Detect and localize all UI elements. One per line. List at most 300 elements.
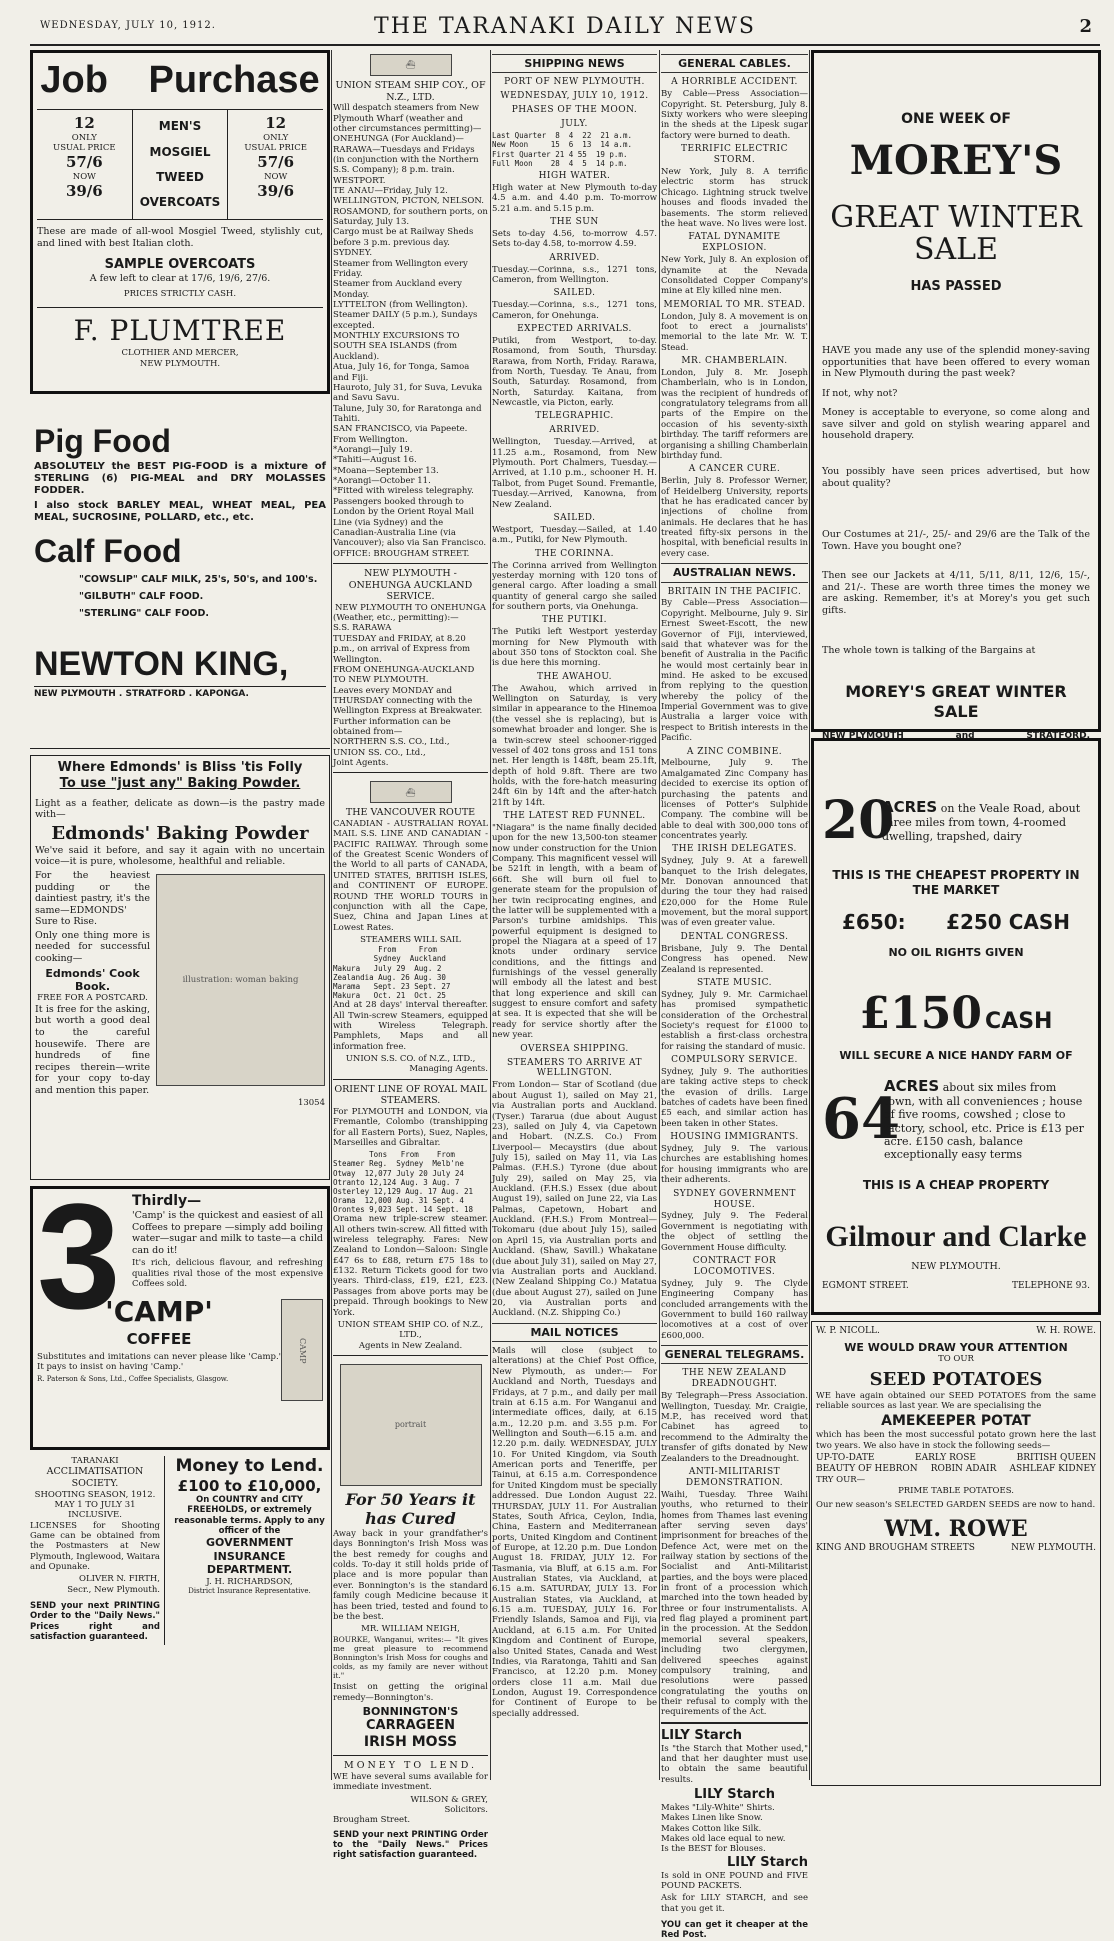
ad-text: Our new season's SELECTED GARDEN SEEDS are now to hand. (816, 1499, 1096, 1510)
ad-text: Our Costumes at 21/-, 25/- and 29/6 are the Talk of the Town. Have you bought one? (822, 529, 1090, 552)
ad-line: *Aorangi—October 11. (333, 476, 431, 487)
portrait-illustration (340, 1364, 482, 1486)
union-steam-ad (333, 54, 488, 559)
section-title: GENERAL CABLES. (661, 54, 808, 73)
subhead: HIGH WATER. (538, 170, 611, 181)
money2-ad (333, 1755, 488, 1860)
numeral: 3 (37, 1172, 121, 1340)
general-telegrams-list (661, 1368, 808, 1717)
one-week: ONE WEEK OF (901, 111, 1011, 127)
usual-price-label: USUAL PRICE (244, 143, 307, 154)
only-label: ONLY (263, 132, 289, 143)
ad-text: HAVE you made any use of the splendid money-saving opportunities that have been offered to every woman in New Plymouth during the past week? (822, 344, 1090, 380)
firm-contact (822, 1281, 1090, 1292)
quantity: 12 (73, 114, 95, 133)
testimonial-name: MR. WILLIAM NEIGH, (361, 1624, 460, 1635)
season: SHOOTING SEASON, 1912. (34, 1489, 156, 1500)
ad-title: UNION STEAM SHIP COY., OF N.Z., LTD. (335, 80, 486, 103)
ad-text: We've said it before, and say it again with no uncertain voice—it is pure, wholesome, healthful and reliable. (35, 844, 325, 868)
article-text: Tuesday.—Corinna, s.s., 1271 tons, Cameron, from Wellington. (492, 264, 657, 285)
agent-title: Managing Agents. (409, 1064, 488, 1075)
ad-line: Talune, July 30, for Raratonga and Tahiti. (333, 403, 482, 424)
and: and (955, 731, 975, 742)
subhead: ARRIVED. (549, 252, 600, 263)
ad-sub: NEW PLYMOUTH TO ONEHUNGA (334, 602, 487, 613)
product-line: MEN'S (158, 119, 202, 134)
sailings-table: From From Sydney Auckland Makura July 29 Aug. 2 Zealandia Aug. 26 Aug. 30 Marama Sept. 23 Sept. 27 Makura Oct. 21 Oct. 25 (333, 945, 451, 1001)
ad-line: Atua, July 16, for Tonga, Samoa and Fiji. (333, 362, 470, 383)
subhead: THE CORINNA. (535, 548, 614, 559)
town: NEW PLYMOUTH (822, 731, 904, 742)
news-headline: STATE MUSIC. (696, 977, 773, 988)
phone: TELEPHONE 93. (1011, 1280, 1090, 1291)
ad-line: Steamer from Auckland every Monday. (333, 279, 462, 300)
ad-text: Only one thing more is needed for successful cooking— (35, 929, 150, 965)
ad-footer: YOU can get it cheaper at the Red Post. (661, 1919, 808, 1941)
society-title: ACCLIMATISATION SOCIETY. (46, 1466, 144, 1489)
ad-line: Passengers booked through to London by the Orient Royal Mail Line (via Sydney) and the Canadian-Australia Line (via Vancouver); also via San Francisco. (333, 496, 487, 549)
acre-count: 20 (822, 790, 895, 851)
article-text: The Putiki left Westport yesterday morning for New Plymouth with about 350 tons of Stockton coal. She is due here this morning. (492, 627, 657, 669)
brand-name: 'CAMP' (105, 1295, 213, 1329)
seed: BRITISH QUEEN (1016, 1453, 1096, 1464)
morey-ad (811, 50, 1101, 742)
subhead: THE AWAHOU. (536, 671, 613, 682)
sample-text: A few left to clear at 17/6, 19/6, 27/6. (89, 273, 271, 285)
edmonds-ad (30, 755, 330, 1180)
product-line: OVERCOATS (139, 194, 221, 209)
partner: W. H. ROWE. (1036, 1326, 1096, 1336)
secretary-title: Secr., New Plymouth. (67, 1584, 160, 1595)
acres-label: ACRES (884, 1076, 940, 1095)
column-rule (659, 50, 660, 1780)
seed: UP-TO-DATE (816, 1453, 875, 1464)
news-headline: TERRIFIC ELECTRIC STORM. (681, 144, 788, 166)
ad-sub: STEAMERS WILL SAIL (360, 934, 461, 945)
ship-icon: ⛴ (370, 54, 452, 76)
calf-title: Calf Food (34, 532, 182, 569)
ad-title: Money to Lend. (175, 1456, 324, 1476)
ad-title: LILY Starch (661, 1727, 743, 1743)
ad-title: Thirdly— (132, 1193, 202, 1209)
ad-line: UNION SS. CO., Ltd., (333, 747, 426, 758)
firm-subtitle: CLOTHIER AND MERCER, (121, 348, 239, 359)
dept: GOVERNMENT INSURANCE DEPARTMENT. (206, 1536, 293, 1577)
product-block (133, 110, 229, 219)
column-rule (809, 50, 810, 1780)
ad-text: Is sold in ONE POUND and FIVE POUND PACKETS. (661, 1870, 808, 1891)
column-rule (331, 50, 332, 1780)
headline: Where Edmonds' is Bliss 'tis Folly (57, 760, 303, 775)
ad-description: These are made of all-wool Mosgiel Tweed, stylishly cut, and lined with best Italian cloth. (37, 226, 323, 249)
firm-town: NEW PLYMOUTH. (911, 1261, 1001, 1273)
section-title: SHIPPING NEWS (492, 54, 657, 73)
subhead: PORT OF NEW PLYMOUTH. (504, 77, 645, 88)
town: STRATFORD. (1026, 731, 1090, 742)
bottle-illustration (281, 1299, 323, 1401)
news-text: Sydney, July 9. The various churches are establishing homes for housing immigrants who are their adherents. (661, 1144, 808, 1186)
baking-woman-illustration (156, 874, 325, 1086)
pig-food-ad (30, 400, 330, 749)
right-price-block (228, 110, 323, 219)
starch-use: Makes Cotton like Silk. (661, 1823, 762, 1834)
ad-title: MONEY TO LEND. (343, 1760, 478, 1772)
section-title: MAIL NOTICES (492, 1323, 657, 1342)
news-headline: SYDNEY GOVERNMENT HOUSE. (673, 1188, 796, 1210)
news-headline: A ZINC COMBINE. (686, 746, 783, 757)
now-price: 39/6 (257, 182, 295, 201)
seed: ASHLEAF KIDNEY (1009, 1464, 1096, 1475)
starch-uses (661, 1803, 808, 1855)
region: TARANAKI (71, 1456, 119, 1466)
article-text: "Niagara" is the name finally decided upon for the new 13,500-ton steamer now under construction for the Union Company. This magnificent vessel will be 521ft in length, with a beam of 66ft. She will burn oil fuel to generate steam for the propulsion of her twin reciprocating engines, and the latter will be supplemented with a Parson's turbine amidships. This powerful equipment is designed to propel the Niagara at a speed of 17 knots under ordinary service conditions, and the fittings and furnishings of the vessel generally will embody all the latest and best that long experience and skill can suggest to ensure comfort and safety at sea. It is expected that she will be ready for service shortly after the new year. (492, 823, 657, 1041)
ad-line: LYTTELTON (from Wellington). (333, 299, 468, 310)
ad-text: Away back in your grandfather's days Bonnington's Irish Moss was the best remedy for coughs and colds. To-day it still holds pride of place and is more popular than ever. Bonnington's is the standard family cough Medicine because it has been tried, tested and found to be the best. (333, 1528, 488, 1622)
price-2 (822, 987, 1090, 1041)
news-text: Sydney, July 9. The authorities are taking active steps to check the evasion of drills. Large batches of cadets have been fined £5 each, and similar action has been taken in other States. (661, 1066, 808, 1129)
price-grid (37, 109, 323, 220)
firm-address (816, 1543, 1096, 1554)
ad-text: 'Camp' is the quickest and easiest of all Coffees to prepare —simply add boiling water—sugar and milk to taste—a child can do it! (132, 1210, 323, 1256)
masthead-title: THE TARANAKI DAILY NEWS (374, 14, 756, 39)
job-purchase-ad (30, 50, 330, 394)
ad-text: And at 28 days' interval thereafter. All Twin-screw Steamers, equipped with Wireless Telegraph. Pamphlets, Maps and all information free. (333, 1000, 488, 1052)
ad-line: Leaves every MONDAY and THURSDAY connecting with the Wellington Express at Breakwater. (333, 685, 483, 717)
seed: EARLY ROSE (915, 1453, 976, 1464)
ad-line: OFFICE: BROUGHAM STREET. (333, 548, 470, 559)
ad-text: You possibly have seen prices advertised, but how about quality? (822, 465, 1090, 489)
news-text: Sydney, July 9. The Federal Government is negotiating with the object of settling the Government House difficulty. (661, 1211, 808, 1253)
column-2 (333, 50, 488, 1861)
seeds-table (816, 1453, 1096, 1475)
agent: UNION S.S. CO. of N.Z., LTD., (345, 1053, 476, 1064)
section-title: GENERAL TELEGRAMS. (661, 1345, 808, 1364)
ad-line: SAN FRANCISCO, via Papeete. (333, 424, 468, 435)
secure: WILL SECURE A NICE HANDY FARM OF (839, 1049, 1073, 1063)
ad-title: NEW PLYMOUTH - ONEHUNGA AUCKLAND SERVICE. (348, 567, 473, 603)
ad-text: It is free for the asking, but worth a good deal to the careful housewife. There are hundreds of fine recipes therein—write for your copy to-day and mention this paper. (35, 1003, 150, 1096)
firm: WILSON & GREY, (410, 1794, 488, 1805)
masthead-date: WEDNESDAY, JULY 10, 1912. (40, 20, 216, 31)
money-lend-ad (164, 1456, 330, 1645)
ad-title: LILY Starch (693, 1787, 776, 1802)
property-desc (882, 798, 1090, 843)
headline: For 50 Years it has Cured (345, 1489, 476, 1529)
cables-list (661, 77, 808, 559)
news-headline: A CANCER CURE. (688, 464, 781, 475)
firm-name: Gilmour and Clarke (825, 1219, 1087, 1253)
ad-line: TUESDAY and FRIDAY, at 8.20 p.m., on arrival of Express from Wellington. (333, 633, 471, 665)
property-text: about six miles from town, with all conveniences ; house of five rooms, cowshed ; close to factory, school, etc. Price is £13 per acre. £150 cash, balance exceptionally easy terms (884, 1080, 1084, 1162)
ad-code: 13054 (297, 1098, 325, 1109)
ad-title: Pig Food (34, 423, 171, 459)
usual-price: 57/6 (257, 153, 295, 172)
starch-use: Is the BEST for Blouses. (661, 1844, 766, 1855)
brand-name: BONNINGTON'S (362, 1705, 459, 1718)
article-text: The Awahou, which arrived in Wellington on Saturday, is very similar in appearance to the Hinemoa (the vessel she is replacing), but is somewhat broader and longer. She is a twin-screw steel schooner-rigged vessel of 402 tons gross and 151 tons net. Her length is 148ft, beam 25.1ft, depth of hold 9.8ft. There are two holds, with the fore-hatch measuring 24ft 6in by 14ft and the after-hatch 21ft by 14ft. (492, 683, 657, 808)
article-text: Westport, Tuesday.—Sailed, at 1.40 a.m., Putiki, for New Plymouth. (492, 524, 657, 546)
ad-title: ORIENT LINE OF ROYAL MAIL STEAMERS. (334, 1083, 487, 1107)
printing-notice: SEND your next PRINTING Order to the "Daily News." Prices right satisfaction guaranteed. (333, 1829, 488, 1861)
news-headline: THE IRISH DELEGATES. (672, 844, 797, 855)
lily-starch-ad (661, 1722, 808, 1941)
property-2 (822, 1077, 1090, 1162)
headline: To use "just any" Baking Powder. (59, 775, 301, 791)
firm-name: NEWTON KING, (34, 645, 289, 684)
agent-title: District Insurance Representative. (188, 1587, 311, 1596)
firm-block (37, 307, 323, 369)
news-text: New York, July 8. A terrific electric storm has struck Chicago. Lightning struck twelve houses and floods invaded the basements. The storm relieved the heat wave. No lives were lost. (661, 167, 808, 229)
brand-name: CARRAGEEN (366, 1718, 455, 1734)
subhead: THE SUN (550, 216, 599, 227)
ad-text: Money is acceptable to everyone, so come along and save silver and gold on stylish wearing apparel and household drapery. (822, 407, 1090, 442)
starch-use: Makes Linen like Snow. (661, 1813, 763, 1824)
acre-count: 64 (822, 1086, 900, 1153)
printing-notice: SEND your next PRINTING Order to the "Daily News." Prices right and satisfaction guaranteed. (30, 1601, 160, 1643)
starch-use: Makes old lace equal to new. (661, 1833, 786, 1844)
quantity: 12 (265, 114, 287, 133)
bonnington-ad (333, 1355, 488, 1751)
amount: £100 to £10,000, (177, 1476, 322, 1495)
testimonial: BOURKE, Wanganui, writes:— "It gives me great pleasure to recommend Bonnington's Irish Moss for coughs and colds, as my family are never without it." (333, 1634, 488, 1681)
gilmour-clarke-ad (811, 738, 1101, 1315)
ad-title: Job Purchase (40, 59, 320, 101)
column-rule (490, 50, 491, 1780)
seed: BEAUTY OF HEBRON (816, 1464, 918, 1475)
news-text: London, July 8. A movement is on foot to erect a journalists' memorial to the late Mr. W. T. Stead. (661, 311, 808, 353)
ad-title: LILY Starch (726, 1854, 808, 1870)
calf-item: "STERLING" CALF FOOD. (79, 608, 209, 620)
ad-title: THE VANCOUVER ROUTE (345, 807, 476, 819)
ad-title: SEED POTATOES (869, 1368, 1043, 1390)
ad-text: which has been the most successful potato grown here the last two years. We also have in stock the following seeds— (816, 1430, 1096, 1451)
news-headline: A HORRIBLE ACCIDENT. (671, 77, 798, 88)
insist: Insist on getting the original remedy—Bonnington's. (333, 1682, 488, 1703)
firm-name: F. PLUMTREE (73, 314, 287, 348)
town: NEW PLYMOUTH. (1011, 1543, 1096, 1554)
subhead: ARRIVED. (549, 425, 600, 436)
now-label: NOW (264, 171, 288, 182)
section-title: AUSTRALIAN NEWS. (661, 563, 808, 582)
news-headline: DENTAL CONGRESS. (680, 931, 789, 942)
ad-body (333, 103, 488, 559)
subhead: SAILED. (553, 512, 596, 523)
cheapest: THIS IS THE CHEAPEST PROPERTY IN THE MARKET (832, 868, 1080, 898)
camp-coffee-ad (30, 1172, 330, 1450)
towns (822, 731, 1090, 742)
firm-name: WM. ROWE (884, 1516, 1028, 1543)
calf-item: "GILBUTH" CALF FOOD. (79, 591, 204, 603)
calf-list (34, 571, 326, 622)
to-our: TO OUR (938, 1354, 974, 1365)
firm-title: Solicitors. (444, 1805, 488, 1815)
ad-line: WESTPORT. (333, 175, 386, 186)
ad-line: MONTHLY EXCURSIONS TO SOUTH SEA ISLANDS (from Auckland). (333, 331, 460, 362)
cash: £250 CASH (946, 909, 1070, 934)
ad-intro: ABSOLUTELY the BEST PIG-FOOD is a mixture of STERLING (6) PIG-MEAL and DRY MOLASSES FODDER. (34, 461, 326, 497)
acres-label: ACRES (882, 798, 938, 817)
property-text: on the Veale Road, about three miles from town, 4-roomed dwelling, trapshed, dairy (882, 802, 1081, 843)
masthead (30, 8, 1100, 46)
agent: J. H. RICHARDSON, (206, 1576, 293, 1587)
ad-line: Further information can be obtained from— (333, 716, 451, 738)
partner: W. P. NICOLL. (816, 1326, 880, 1336)
brand-name: Edmonds' Baking Powder (51, 822, 309, 844)
australian-news-list (661, 587, 808, 1342)
sale-footer: MOREY'S GREAT WINTER SALE (845, 682, 1067, 721)
ad-text: Ask for LILY STARCH, and see that you get it. (661, 1893, 808, 1914)
ad-text: On COUNTRY and CITY FREEHOLDS, or extremely reasonable terms. Apply to any officer of the (174, 1495, 325, 1537)
seed: ROBIN ADAIR (930, 1464, 997, 1475)
ad-text: Orama new triple-screw steamer. All others twin-screw. All fitted with wireless telegraphy. Fares: New Zealand to London—Saloon: Single £47 6s to £88, return £75 18s to £132. Return Tickets good for two years. Third-class, £19, £21, £23. Passages from above ports may be prepaid. Through bookings to New York. (333, 1214, 488, 1318)
news-text: London, July 8. Mr. Joseph Chamberlain, who is in London, was the recipient of hundreds of congratulatory telegrams from all parts of the Empire on the occasion of his seventy-sixth birthday. The tariff reformers are organising a shilling Chamberlain birthday fund. (661, 368, 808, 461)
brand-name: IRISH MOSS (363, 1734, 458, 1751)
news-text: Waihi, Tuesday. Three Waihi youths, who returned to their homes from Thames last evening after serving seven days' imprisonment for breaches of the Defence Act, were met on the railway station by sections of the Socialist and Anti-Militarist parties, and the boys were placed in front of a procession which marched into the town headed by three or four instrumentalists. A red flag played a prominent part in the procession. At the Seddon memorial several speakers, including two clergymen, delivered speeches against compulsory training, and resolutions were passed congratulating the youths on their refusal to comply with the requirements of the Act. (661, 1489, 808, 1718)
ad-text: WE have several sums available for immediate investment. (333, 1771, 488, 1793)
now-label: NOW (72, 171, 96, 182)
illustration-caption: illustration: woman baking (182, 974, 299, 985)
news-headline: COMPULSORY SERVICE. (671, 1055, 798, 1065)
ad-text: Then see our Jackets at 4/11, 5/11, 8/11, 12/6, 15/-, and 21/-. These are worth three times the money we are asking. Remember, it's at Morey's you get such gifts. (822, 570, 1090, 617)
ad-text: Is "the Starch that Mother used," and that her daughter must use to obtain the same beautiful results. (661, 1743, 808, 1785)
news-text: Melbourne, July 9. The Amalgamated Zinc Company has decided to exercise its option of purchasing the patents and licenses of Potter's Sulphide Company. The combine will be able to deal with 300,000 tons of concentrates yearly. (661, 758, 808, 841)
column-3 (492, 50, 657, 1780)
ad-line: Cargo must be at Railway Sheds before 3 p.m. previous day. (333, 227, 474, 248)
news-headline: HOUSING IMMIGRANTS. (670, 1132, 799, 1143)
ad-line: NORTHERN S.S. CO., Ltd., (333, 737, 450, 748)
news-headline: BRITAIN IN THE PACIFIC. (667, 586, 802, 597)
orient-ad (333, 1079, 488, 1351)
ad-text: The whole town is talking of the Bargains at (822, 644, 1036, 656)
dates: MAY 1 TO JULY 31 INCLUSIVE. (54, 1499, 136, 1521)
secretary: OLIVER N. FIRTH, (78, 1574, 160, 1585)
article-text: From London— Star of Scotland (due about August 1), sailed on May 21, via Australian ports and Auckland. (Tyser.) Tararua (due about August 23), sailed on July 4, via Capetown and Hobart. (N.Z.S. Co.) From Liverpool— Mecaystirs (due about July 15), sailed on May 11, via Las Palmas. (F.H.S.) Tyrone (due about July 29), sailed on May 25, via Auckland. (F.H.S.) Essex (due about August 19), sailed on June 22, via Las Palmas, Capetown, Hobart and Auckland. (F.H.S.) From Montreal— Tokomaru (due about July 15), sailed on April 15, via Australian ports and Auckland. (Shaw, Savill.) Whakatane (due about July 31), sailed on May 27, via Australian ports and Auckland. (New Zealand Shipping Co.) Matatua (due about August 27), sailed on June 20, via Australian ports and Auckland. (N.Z. Shipping Co.) (492, 1080, 657, 1319)
usual-price-label: USUAL PRICE (53, 143, 116, 154)
has-passed: HAS PASSED (910, 279, 1002, 295)
sample-heading: SAMPLE OVERCOATS (104, 257, 256, 273)
acclimatisation-ad (30, 1456, 160, 1645)
bottom-row (30, 1456, 330, 1645)
draw: WE WOULD DRAW YOUR ATTENTION (844, 1340, 1068, 1354)
starch-use: Makes "Lily-White" Shirts. (661, 1802, 775, 1813)
street: EGMONT STREET. (822, 1280, 909, 1291)
ad-line: RARAWA—Tuesdays and Fridays (in conjunction with the Northern S.S. Company); 8 p.m. train. (333, 144, 479, 176)
property-1 (822, 789, 1090, 852)
ad-line: TE ANAU—Friday, July 12. (333, 186, 448, 197)
ad-line: *Tahiti—August 16. (333, 455, 417, 466)
sale-title: GREAT WINTER SALE (830, 200, 1082, 267)
onehunga-ad (333, 563, 488, 768)
ad-line: WELLINGTON, PICTON, NELSON. (333, 196, 484, 207)
store-name: MOREY'S (849, 137, 1063, 185)
try-our: TRY OUR— (816, 1475, 866, 1486)
ad-text: For the heaviest pudding or the daintiest pastry, it's the same—EDMONDS' Sure to Rise. (35, 869, 150, 928)
firm-towns: NEW PLYMOUTH . STRATFORD . KAPONGA. (34, 686, 326, 700)
vancouver-ad (333, 772, 488, 1074)
moon-table: Last Quarter 8 4 22 21 a.m. New Moon 15 6 13 14 a.m. First Quarter 21 4 55 19 p.m. Full Moon 28 4 5 14 p.m. (492, 131, 632, 168)
ad-text: Substitutes and imitations can never please like 'Camp.' It pays to insist on having 'Camp.' (37, 1351, 281, 1373)
ad-line: Joint Agents. (333, 758, 389, 769)
news-text: Berlin, July 8. Professor Werner, of Heidelberg University, reports that he has eradicated cancer by injections of choline from animals. He declares that he has treated fifty-six persons in the hospital, with beneficial results in every case. (661, 476, 808, 559)
bottle-label: CAMP (297, 1337, 307, 1364)
price: £650: (842, 909, 906, 934)
camp-text (132, 1193, 323, 1289)
ad-line: Hauroto, July 31, for Suva, Levuka and Savu Savu. (333, 382, 483, 404)
column-5 (811, 50, 1101, 1780)
ad-text: For PLYMOUTH and LONDON, via Fremantle, Colombo (transhipping for all Eastern Ports), Suez, Naples, Marseilles and Gibraltar. (333, 1106, 488, 1148)
subhead: JULY. (561, 119, 588, 130)
agent: UNION STEAM SHIP CO. of N.Z., LTD., (337, 1319, 484, 1341)
maker: R. Paterson & Sons, Ltd., Coffee Specialists, Glasgow. (37, 1374, 229, 1383)
left-price-block (37, 110, 133, 219)
ad-line: ROSAMOND, for southern ports, on Saturday, July 13. (333, 206, 488, 228)
firm-town: NEW PLYMOUTH. (139, 358, 221, 369)
news-text: By Cable—Press Association—Copyright. Melbourne, July 9. Sir Ernest Sweet-Escott, the new Governor of Fiji, interviewed, said that whatever was for the benefit of Australia in the Pacific he would most certainly bear in mind. He asked to be excused from replying to the question whereby the policy of the Imperial Government was to give Australia a larger voice with respect to British interests in the Pacific. (661, 598, 808, 744)
ad-line: Steamer from Wellington every Friday. (333, 258, 468, 279)
news-headline: CONTRACT FOR LOCOMOTIVES. (692, 1255, 777, 1277)
ad-line: *Fitted with wireless telegraphy. (333, 486, 474, 497)
ad-text: If not, why not? (822, 387, 898, 399)
ad-line: *Moana—September 13. (333, 465, 439, 476)
partners (816, 1326, 1096, 1337)
usual-price: 57/6 (65, 153, 103, 172)
ad-line: FROM ONEHUNGA-AUCKLAND TO NEW PLYMOUTH. (333, 664, 475, 686)
news-text: Sydney, July 9. Mr. Carmichael has promised sympathetic consideration of the Orchestral Society's request for £1000 to establish a first-class orchestra for raising the standard of music. (661, 989, 808, 1052)
product-name: COFFEE (126, 1329, 192, 1348)
ad-line: S.S. RARAWA (333, 623, 392, 634)
news-text: By Telegraph—Press Association. Wellington, Tuesday. Mr. Craigie, M.P., has received word that Cabinet has agreed to recommend to the Admiralty the transfer of gifts donated by New Zealanders to the Dreadnought. (661, 1391, 808, 1464)
sailings-table: Tons From From Steamer Reg. Sydney Melb'ne Otway 12,077 July 20 July 24 Otranto 12,124 Aug. 3 Aug. 7 Osterley 12,129 Aug. 17 Aug. 21 Orama 12,000 Aug. 31 Sept. 4 Orontes 9,023 Sept. 14 Sept. 18 (333, 1150, 473, 1215)
column-1 (30, 50, 330, 1780)
price: £150 (859, 988, 982, 1040)
only-label: ONLY (71, 132, 97, 143)
variety: AMEKEEPER POTAT (881, 1413, 1031, 1430)
article-text: The Corinna arrived from Wellington yesterday morning with 120 tons of general cargo. After loading a small quantity of general cargo she sailed for southern ports, via Onehunga. (492, 560, 657, 612)
cheap: THIS IS A CHEAP PROPERTY (862, 1177, 1050, 1192)
subhead: WEDNESDAY, JULY 10, 1912. (500, 91, 649, 102)
edmonds-text-col (35, 870, 150, 1098)
ad-text: It's rich, delicious flavour, and refreshing qualities rival those of the most expensive Coffees sold. (132, 1258, 323, 1290)
ad-text: LICENSES for Shooting Game can be obtained from the Postmasters at New Plymouth, Inglewood, Waitara and Opunake. (30, 1520, 160, 1573)
news-headline: ANTI-MILITARIST DEMONSTRATION. (685, 1466, 784, 1488)
seeds-row (816, 1453, 1096, 1464)
ad-text: CANADIAN - AUSTRALIAN ROYAL MAIL S.S. LINE AND CANADIAN - PACIFIC RAILWAY. Through some of the Greatest Scenic Wonders of the World to all parts of CANADA, UNITED STATES, BRITISH ISLES, and CONTINENT OF EUROPE. ROUND THE WORLD TOURS in conjunction with all the Cape, Suez, China and Japan Lines at Lowest Rates. (333, 819, 488, 933)
article-text: High water at New Plymouth to-day 4.5 a.m. and 4.40 p.m. To-morrow 5.21 a.m. and 5.15 p.m. (492, 182, 657, 214)
now-price: 39/6 (65, 182, 103, 201)
ad-text: WE have again obtained our SEED POTATOES from the same reliable sources as last year. We are specialising the (816, 1390, 1096, 1412)
no-oil: NO OIL RIGHTS GIVEN (888, 946, 1024, 960)
news-headline: MR. CHAMBERLAIN. (681, 356, 788, 367)
free-offer: FREE FOR A POSTCARD. (37, 993, 148, 1004)
product-line: MOSGIEL (149, 144, 211, 159)
price-row (842, 910, 1070, 934)
page-number: 2 (1079, 16, 1092, 37)
article-text: Sets to-day 4.56, to-morrow 4.57. Sets to-day 4.58, to-morrow 4.59. (492, 228, 657, 250)
cook-book-title: Edmonds' Cook Book. (45, 966, 140, 994)
news-headline: THE NEW ZEALAND DREADNOUGHT. (682, 1368, 787, 1390)
subhead: EXPECTED ARRIVALS. (517, 323, 632, 334)
article-text: Mails will close (subject to alterations) at the Chief Post Office, New Plymouth, as under:— For Auckland and North, Tuesdays and Fridays, at 7 p.m., and daily per mail train at 6.15 a.m. For Wanganui and intermediate offices, daily, at 6.15 a.m., 12.20 p.m. and 3.55 p.m. For Wellington and South—6.15 a.m. and 12.20 p.m. daily. WEDNESDAY, JULY 10. For United Kingdom, via South American ports and Teneriffe, per Tainui, at 6.15 a.m. Correspondence for United Kingdom must be specially addressed. Due London August 22. THURSDAY, JULY 11. For Australian States, South Africa, Ceylon, India, China, Eastern and Mediterranean ports, United Kingdom and Continent of Europe, at 12.20 p.m. Due London August 18. FRIDAY, JULY 12. For Tasmania, via Bluff, at 6.15 a.m. For Australian States, via Auckland, at 6.15 a.m. SATURDAY, JULY 13. For Australian States, via Auckland, at 6.15 a.m. TUESDAY, JULY 16. For Friendly Islands, Samoa and Fiji, via Auckland, at 6.15 a.m. For United Kingdom and Continent of Europe, also United States, Canada and West Indies, via Raratonga, Tahiti and San Francisco, at 12.20 p.m. Money orders close 11 a.m. Mail due London, August 19. Correspondence for Continent of Europe to be specially addressed. (492, 1346, 657, 1719)
ad-also: I also stock BARLEY MEAL, WHEAT MEAL, PEA MEAL, SUCROSINE, POLLARD, etc., etc. (34, 499, 326, 523)
news-text: New York, July 8. An explosion of dynamite at the Nevada Consolidated Copper Company's mine at Ely killed nine men. (661, 255, 808, 297)
ad-line: SYDNEY. (333, 248, 373, 259)
ad-line: ONEHUNGA (For Auckland)— (333, 134, 464, 145)
article-text: Putiki, from Westport, to-day. Rosamond, from South, Thursday. Rarawa, from North, Friday. Rarawa, from North, Tuesday. Te Anau, from South, Saturday. Rosamond, from North, Saturday. Kaitana, from Newcastle, via Picton, early. (492, 335, 657, 409)
seeds-row (816, 1464, 1096, 1475)
ad-line: Will despatch steamers from New Plymouth Wharf (weather and other circumstances permitting)— (333, 103, 482, 134)
news-text: Sydney, July 9. The Clyde Engineering Company has concluded arrangements with the Government to build 160 railway locomotives at a cost of over £600,000. (661, 1278, 808, 1341)
news-headline: MEMORIAL TO MR. STEAD. (663, 299, 806, 310)
